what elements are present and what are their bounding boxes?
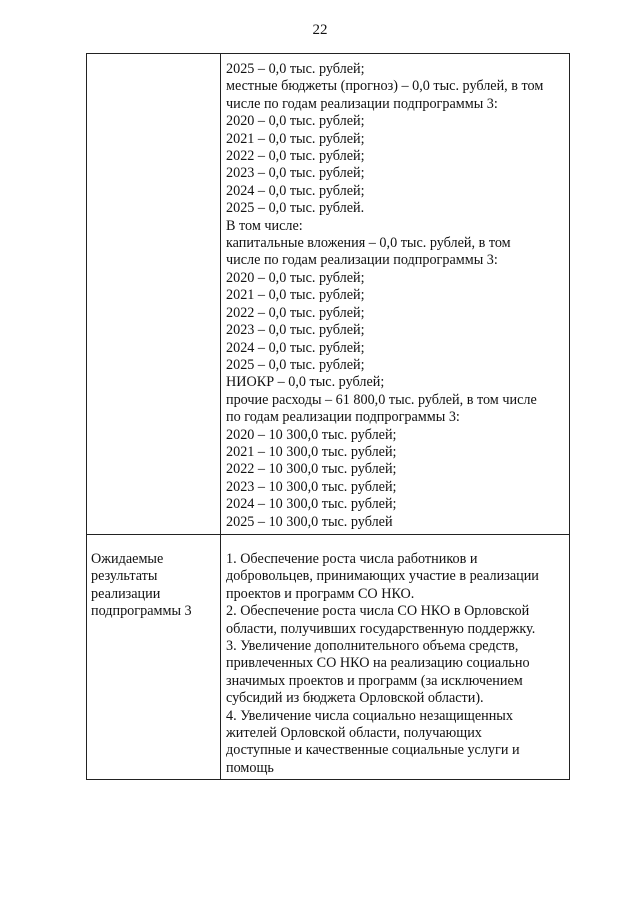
expected-results-label-line: реализации [91,585,161,602]
financing-text-line: 2022 – 0,0 тыс. рублей; [226,148,365,165]
expected-results-text-line: добровольцев, принимающих участие в реализации [226,568,539,585]
financing-text-line: 2021 – 10 300,0 тыс. рублей; [226,443,397,460]
financing-text [221,54,569,534]
expected-results-text-line: доступные и качественные социальные услуги и [226,742,520,759]
table-cell-expected-results-label [87,534,221,779]
financing-text-line: 2023 – 10 300,0 тыс. рублей; [226,478,397,495]
table-cell-left-empty [87,54,221,535]
financing-text-line: 2020 – 10 300,0 тыс. рублей; [226,426,397,443]
financing-text-line: по годам реализации подпрограммы 3: [226,409,460,426]
passport-table [86,53,570,780]
financing-text-line: прочие расходы – 61 800,0 тыс. рублей, в том числе [226,391,537,408]
table-row-financing [87,54,570,535]
expected-results-text-line: помощь [226,759,274,776]
financing-text-line: 2025 – 0,0 тыс. рублей. [226,200,365,217]
expected-results-text-line: жителей Орловской области, получающих [226,725,482,742]
financing-text-line: местные бюджеты (прогноз) – 0,0 тыс. рублей, в том [226,78,544,95]
financing-text-line: капитальные вложения – 0,0 тыс. рублей, в том [226,235,511,252]
expected-results-text-line: привлеченных СО НКО на реализацию социально [226,655,530,672]
financing-text-line: 2024 – 10 300,0 тыс. рублей; [226,496,397,513]
table-cell-financing-details [221,54,570,535]
table-row-expected-results [87,534,570,779]
expected-results-label-line: Ожидаемые [91,550,164,567]
financing-text-line: 2020 – 0,0 тыс. рублей; [226,113,365,130]
financing-text-line: 2025 – 0,0 тыс. рублей; [226,356,365,373]
page-number: 22 [312,22,328,38]
financing-text-line: 2020 – 0,0 тыс. рублей; [226,269,365,286]
expected-results-text-line: субсидий из бюджета Орловской области). [226,690,484,707]
expected-results-text [221,535,569,779]
expected-results-label [87,535,220,621]
expected-results-text-line: области, получивших государственную поддержку. [226,620,536,637]
expected-results-text-line: 2. Обеспечение роста числа СО НКО в Орловской [226,603,530,620]
expected-results-text-line: 4. Увеличение числа социально незащищенных [226,707,513,724]
financing-text-line: 2025 – 0,0 тыс. рублей; [226,61,365,77]
expected-results-text-line: значимых проектов и программ (за исключением [226,672,523,689]
table-cell-expected-results-list [221,534,570,779]
financing-text-line: 2023 – 0,0 тыс. рублей; [226,322,365,339]
financing-text-line: 2022 – 10 300,0 тыс. рублей; [226,461,397,478]
financing-text-line: НИОКР – 0,0 тыс. рублей; [226,374,385,391]
financing-text-line: 2023 – 0,0 тыс. рублей; [226,165,365,182]
financing-text-line: 2021 – 0,0 тыс. рублей; [226,287,365,304]
expected-results-text-line: 3. Увеличение дополнительного объема средств, [226,638,519,654]
financing-text-line: 2025 – 10 300,0 тыс. рублей [226,513,393,530]
financing-text-line: 2021 – 0,0 тыс. рублей; [226,130,365,147]
expected-results-label-line: результаты [91,568,158,585]
financing-text-line: числе по годам реализации подпрограммы 3: [226,252,498,269]
financing-text-line: 2022 – 0,0 тыс. рублей; [226,304,365,321]
expected-results-label-line: подпрограммы 3 [91,603,192,620]
financing-text-line: 2024 – 0,0 тыс. рублей; [226,339,365,356]
financing-text-line: числе по годам реализации подпрограммы 3: [226,95,498,112]
expected-results-text-line: 1. Обеспечение роста числа работников и [226,550,478,567]
financing-text-line: 2024 – 0,0 тыс. рублей; [226,182,365,199]
expected-results-text-line: проектов и программ СО НКО. [226,585,415,602]
financing-text-line: В том числе: [226,217,303,234]
